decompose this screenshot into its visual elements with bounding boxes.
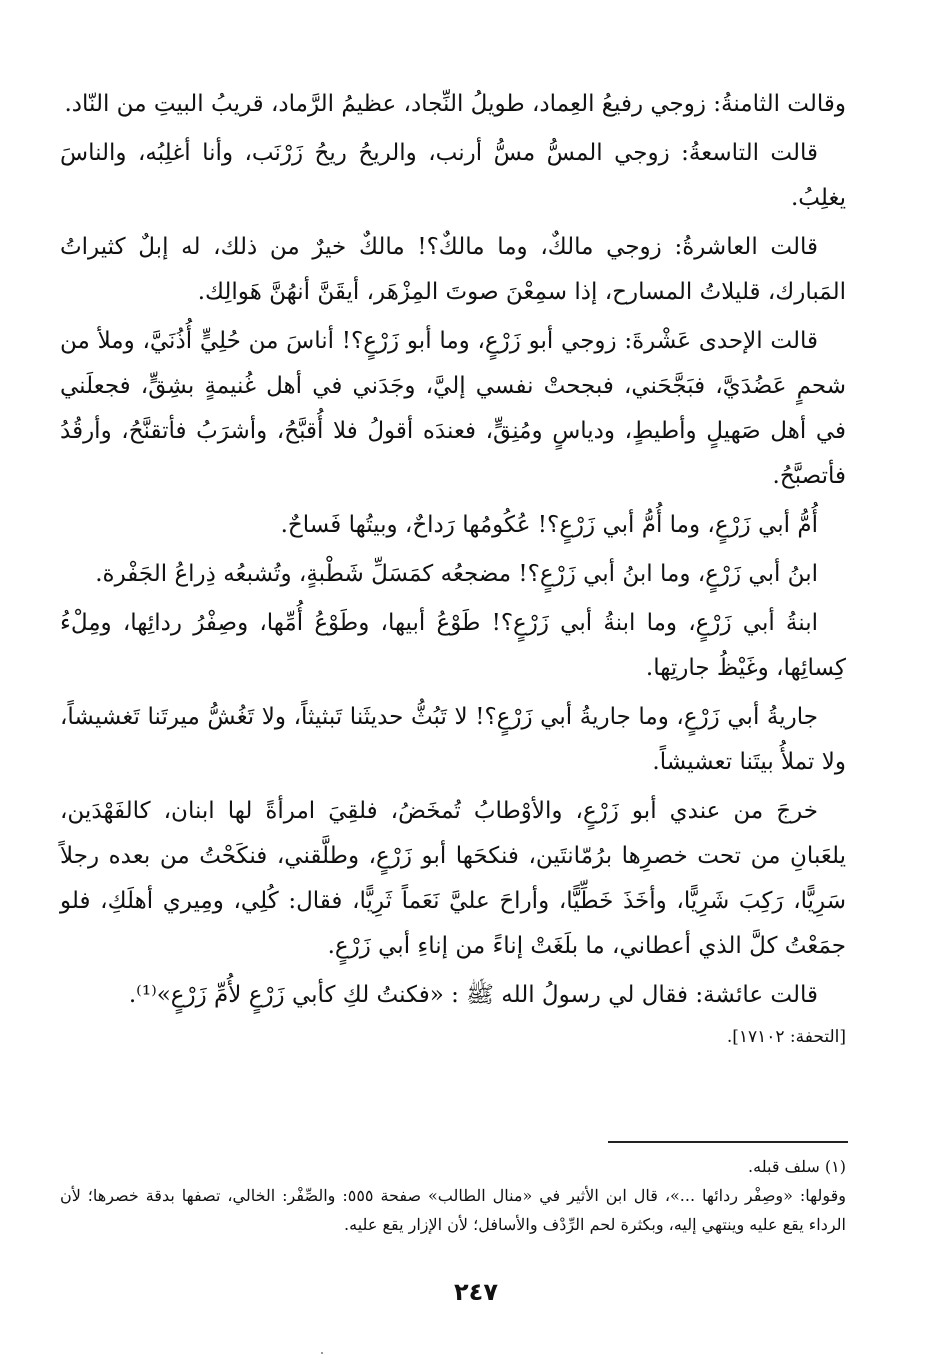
paragraph-aisha-saying: قالت عائشة: فقال لي رسولُ الله ﷺ : «فكنتُ لكِ كأبي زَرْعٍ لأُمِّ زَرْعٍ»⁽¹⁾. xyxy=(128,982,818,1008)
footnotes xyxy=(60,1152,846,1239)
page-number: ٢٤٧ xyxy=(454,1278,498,1306)
paragraph-eighth-wife: وقالت الثامنةُ: زوجي رفيعُ العِماد، طويلُ النِّجاد، عظيمُ الرَّماد، قريبُ البيتِ من النّاد. xyxy=(64,91,846,117)
footnote-commentary: وقولها: «وصِفْر ردائها ...»، قال ابن الأثير في «منال الطالب» صفحة ٥٥٥: والصِّفْر: الخالي، تصفها بدقة خصرها؛ لأن الرداء يقع عليه وينتهي إليه، وبكثرة لحم الرِّدْف والأسافل؛ لأن الإزار يقع عليه. xyxy=(60,1186,847,1234)
footnote-1: (١) سلف قبله. xyxy=(748,1157,846,1176)
paragraph-eleventh-wife: قالت الإحدى عَشْرةَ: زوجي أبو زَرْعٍ، وما أبو زَرْعٍ؟! أناسَ من حُلِيٍّ أُذُنَيَّ، وملأ من شحمٍ عَضُدَيَّ، فبَجَّحَني، فبجحتْ نفسي إليَّ، وجَدَني في أهل غُنيمةٍ بشِقٍّ، فجعلَني في أهل صَهيلٍ وأطيطٍ، ودياسٍ ومُنِقٍّ، فعندَه أقولُ فلا أُقبَّحُ، وأشرَبُ فأتقنَّحُ، وأرقُدُ فأتصبَّحُ. xyxy=(60,328,846,489)
paragraph-son-of-abu-zar: ابنُ أبي زَرْعٍ، وما ابنُ أبي زَرْعٍ؟! مضجعُه كمَسَلِّ شَطْبةٍ، وتُشبعُه ذِراعُ الجَفْرة. xyxy=(95,561,818,587)
paragraph-maid-of-abu-zar: جاريةُ أبي زَرْعٍ، وما جاريةُ أبي زَرْعٍ؟! لا تَبُثُّ حديثَنا تَبثيثاً، ولا تَغُشُّ ميرتَنا تَغشيشاً، ولا تملأُ بيتَنا تعشيشاً. xyxy=(60,704,846,775)
main-text xyxy=(60,82,846,1056)
source-reference: [التحفة: ١٧١٠٢]. xyxy=(726,1027,846,1047)
paragraph-abu-zar-left: خرجَ من عندي أبو زَرْعٍ، والأوْطابُ تُمخَضُ، فلقِيَ امرأةً لها ابنان، كالفَهْدَين، يلعَبانِ من تحت خصرِها برُمّانتَين، فنكحَها أبو زَرْعٍ، وطلَّقني، فنكَحْتُ من بعده رجلاً سَرِيًّا، رَكِبَ شَرِيًّا، وأخَذَ خَطِّيًّا، وأراحَ عليَّ نَعَماً ثَرِيًّا، فقال: كُلِي، ومِيري أهلَكِ، فلو جمَعْتُ كلَّ الذي أعطاني، ما بلَغَتْ إناءً من إناءِ أبي زَرْعٍ. xyxy=(60,798,846,959)
paragraph-mother-of-abu-zar: أُمُّ أبي زَرْعٍ، وما أُمُّ أبي زَرْعٍ؟! عُكُومُها رَداحٌ، وبيتُها فَساحٌ. xyxy=(280,512,818,538)
paragraph-daughter-of-abu-zar: ابنةُ أبي زَرْعٍ، وما ابنةُ أبي زَرْعٍ؟! طَوْعُ أبيها، وطَوْعُ أُمِّها، وصِفْرُ ردائِها، ومِلْءُ كِسائِها، وغَيْظُ جارتِها. xyxy=(60,610,846,681)
footnote-divider xyxy=(608,1141,848,1143)
scan-speck xyxy=(321,1352,323,1354)
paragraph-tenth-wife: قالت العاشرةُ: زوجي مالكٌ، وما مالكٌ؟! مالكٌ خيرٌ من ذلك، له إبلٌ كثيراتُ المَبارك، قليلاتُ المسارح، إذا سمِعْنَ صوتَ المِزْهَر، أيقَنَّ أنهُنَّ هَوالِك. xyxy=(60,234,846,305)
paragraph-ninth-wife: قالت التاسعةُ: زوجي المسُّ مسُّ أرنب، والريحُ ريحُ زَرْنَب، وأنا أغلِبُه، والناسَ يغلِبُ. xyxy=(60,140,846,211)
